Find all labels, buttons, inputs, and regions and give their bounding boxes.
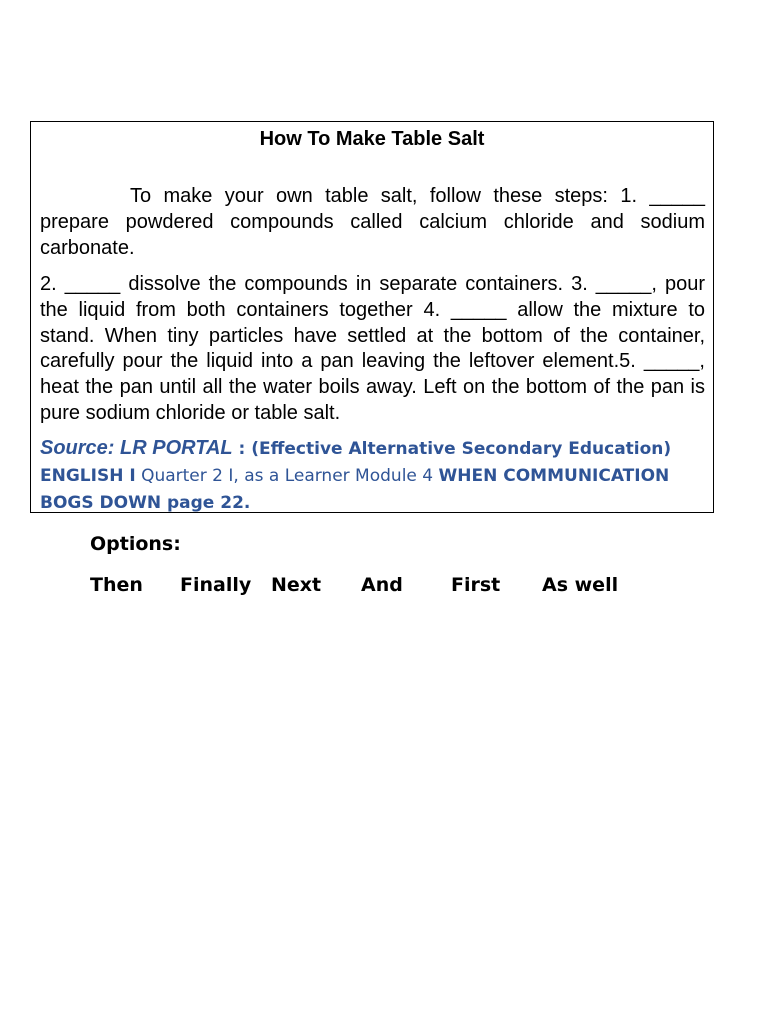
option-and: And — [361, 574, 403, 596]
source-part-3: WHEN COMMUNICATION BOGS DOWN page 22. — [40, 466, 670, 513]
source-part-1: : (Effective Alternative Secondary Education) ENGLISH I — [40, 439, 672, 486]
option-as-well: As well — [542, 574, 619, 596]
option-finally: Finally — [180, 574, 252, 596]
paragraph-2: 2. _____ dissolve the compounds in separate containers. 3. _____, pour the liquid from both containers together 4. _____ allow the mixture to stand. When tiny particles have settled at the bottom of the container, carefully pour the liquid into a pan leaving the leftover element.5. _____, heat the pan until all the water boils away. Left on the bottom of the pan is pure sodium chloride or table salt. — [40, 273, 705, 424]
source-label: Source: LR PORTAL — [40, 437, 233, 459]
source-part-2: Quarter 2 I, as a Learner Module 4 — [135, 466, 439, 486]
option-then: Then — [90, 574, 143, 596]
option-first: First — [451, 574, 501, 596]
passage-box — [30, 121, 714, 513]
document-title: How To Make Table Salt — [259, 128, 485, 150]
source-citation — [40, 435, 708, 517]
options-label: Options: — [90, 533, 181, 555]
option-next: Next — [271, 574, 322, 596]
paragraph-1: To make your own table salt, follow these steps: 1. _____ prepare powdered compounds called calcium chloride and sodium carbonate. — [40, 185, 705, 259]
